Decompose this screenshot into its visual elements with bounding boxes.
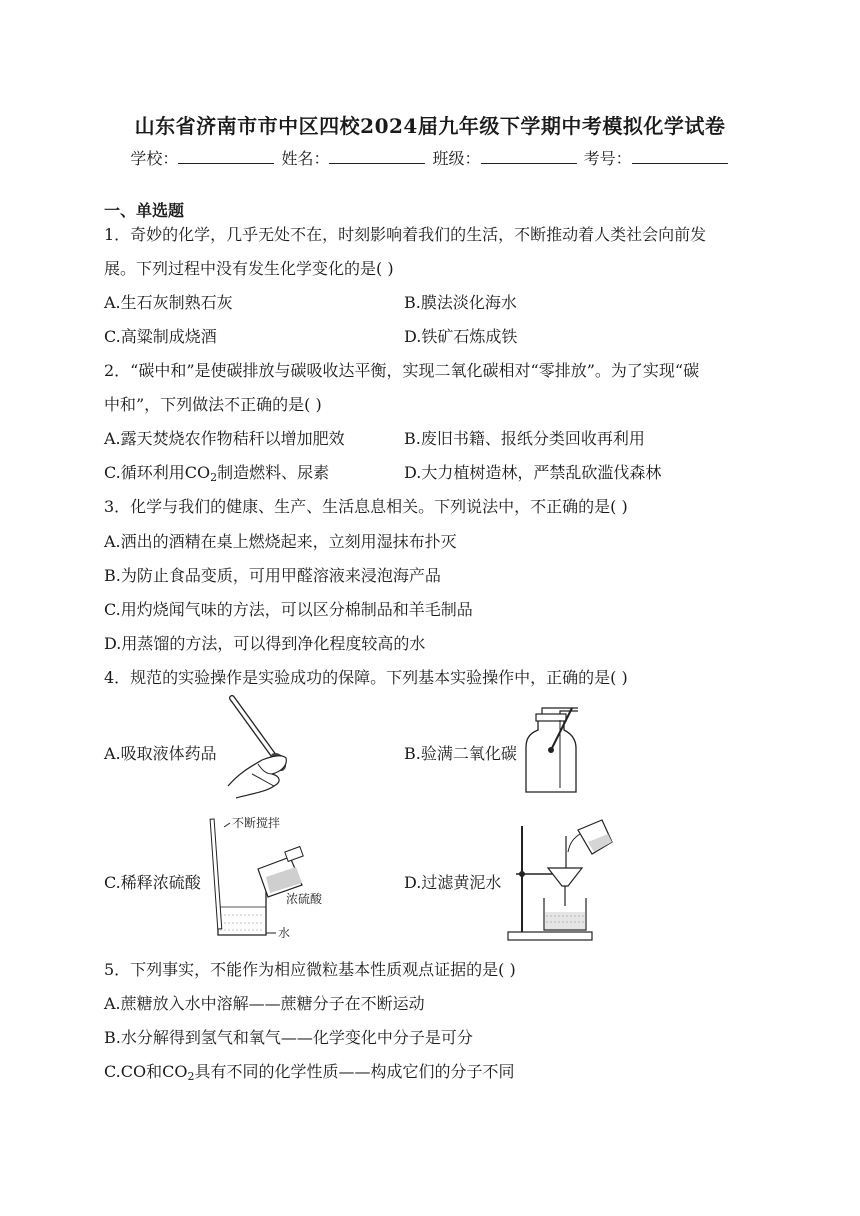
dilute-acid-figure [206,815,338,945]
exam-number-blank[interactable] [632,149,728,164]
q5-option-c-text-2: 具有不同的化学性质——构成它们的分子不同 [194,1062,515,1081]
q4-option-b[interactable]: B.验满二氧化碳 [404,744,517,763]
filtration-figure [504,812,616,942]
q2-option-b[interactable]: B.废旧书籍、报纸分类回收再利用 [404,429,645,448]
name-label: 姓名： [281,149,330,168]
q5-option-a[interactable]: A.蔗糖放入水中溶解——蔗糖分子在不断运动 [104,994,425,1013]
q1-option-c[interactable]: C.高粱制成烧酒 [104,327,217,346]
q2-option-c-text-1: C.循环利用 [104,463,185,482]
q5-option-b[interactable]: B.水分解得到氢气和氧气——化学变化中分子是可分 [104,1028,473,1047]
q1-option-d[interactable]: D.铁矿石炼成铁 [404,327,518,346]
q2-stem-line-2: 中和”，下列做法不正确的是( ) [104,395,322,414]
school-label: 学校： [130,149,179,168]
acid-label: 浓硫酸 [286,892,323,906]
q1-stem-line-1: 1．奇妙的化学，几乎无处不在，时刻影响着我们的生活，不断推动着人类社会向前发 [104,225,707,244]
water-label: 水 [278,926,291,940]
gas-bottle-figure [520,706,590,796]
q3-stem: 3．化学与我们的健康、生产、生活息息相关。下列说法中，不正确的是( ) [104,497,628,516]
section-title: 一、单选题 [104,201,185,220]
co2-formula: $CO_2$ [162,1062,195,1083]
q5-option-c-text-1: C.CO和 [104,1062,163,1081]
q4-option-a[interactable]: A.吸取液体药品 [104,744,217,763]
exam-number-label: 考号： [583,149,632,168]
q1-option-a[interactable]: A.生石灰制熟石灰 [104,293,233,312]
q3-option-d[interactable]: D.用蒸馏的方法，可以得到净化程度较高的水 [104,634,426,653]
q2-option-c[interactable] [104,460,329,483]
q5-stem: 5．下列事实，不能作为相应微粒基本性质观点证据的是( ) [104,960,516,979]
q4-stem: 4．规范的实验操作是实验成功的保障。下列基本实验操作中，正确的是( ) [104,668,628,687]
q2-option-c-text-2: 制造燃料、尿素 [217,463,330,482]
class-blank[interactable] [481,149,577,164]
co2-formula: $CO_2$ [184,463,218,484]
q4-option-c[interactable]: C.稀释浓硫酸 [104,873,201,892]
dropper-hand-figure [222,694,318,800]
q3-option-b[interactable]: B.为防止食品变质，可用甲醛溶液来浸泡海产品 [104,566,441,585]
q3-option-a[interactable]: A.洒出的酒精在桌上燃烧起来，立刻用湿抹布扑灭 [104,532,457,551]
q2-option-a[interactable]: A.露天焚烧农作物秸秆以增加肥效 [104,429,345,448]
q1-option-b[interactable]: B.膜法淡化海水 [404,293,517,312]
q2-option-d[interactable]: D.大力植树造林，严禁乱砍滥伐森林 [404,463,662,482]
student-info-line [0,146,860,169]
q4-option-d[interactable]: D.过滤黄泥水 [404,873,502,892]
name-blank[interactable] [329,149,425,164]
q3-option-c[interactable]: C.用灼烧闻气味的方法，可以区分棉制品和羊毛制品 [104,600,473,619]
class-label: 班级： [432,149,481,168]
q2-stem-line-1: 2．“碳中和”是使碳排放与碳吸收达平衡，实现二氧化碳相对“零排放”。为了实现“碳 [104,361,700,380]
q1-stem-line-2: 展。下列过程中没有发生化学变化的是( ) [104,259,394,278]
exam-title: 山东省济南市市中区四校2024届九年级下学期中考模拟化学试卷 [134,114,726,138]
school-blank[interactable] [178,149,274,164]
stir-label: 不断搅拌 [232,816,281,830]
q5-option-c[interactable] [104,1059,515,1082]
